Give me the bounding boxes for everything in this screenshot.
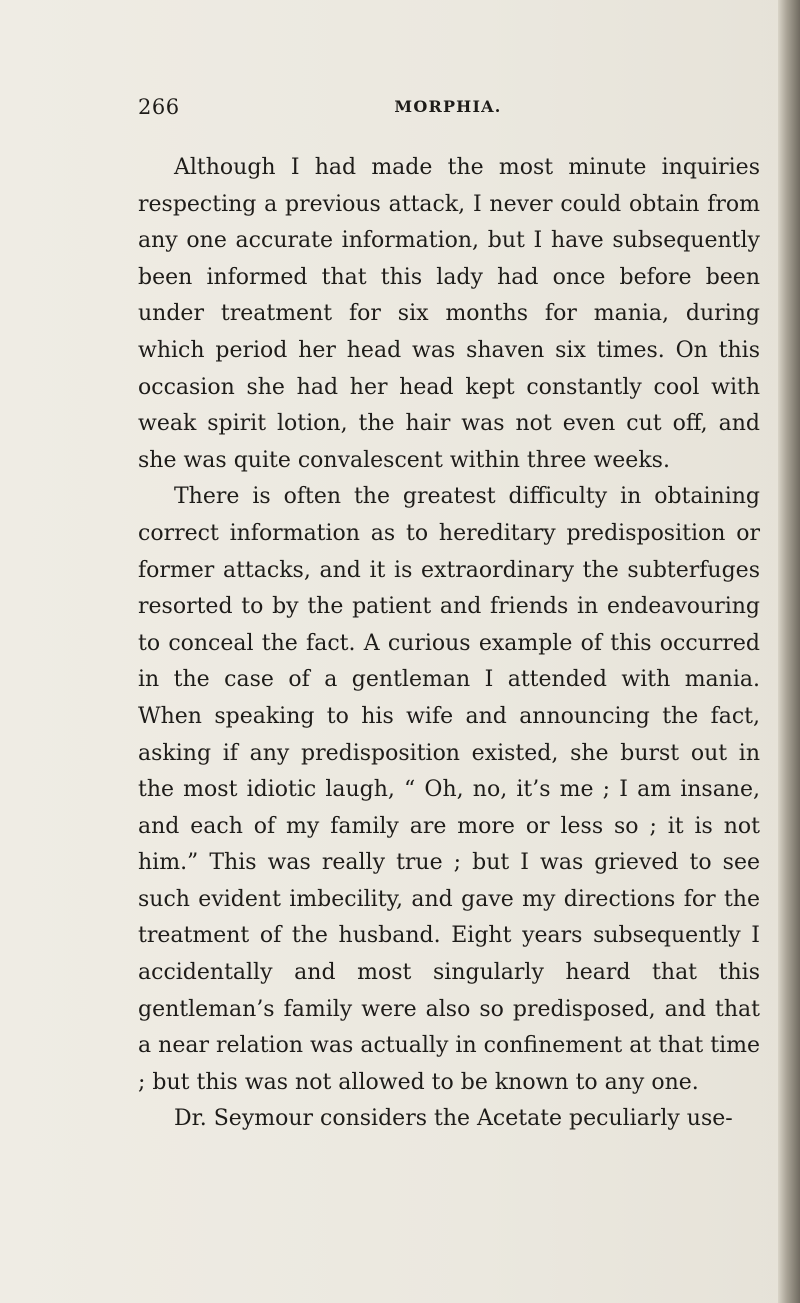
page-header <box>138 95 758 125</box>
page-number: 266 <box>138 95 180 119</box>
paragraph-3: Dr. Seymour considers the Acetate peculiarly use- <box>174 1106 733 1132</box>
paragraph-2: There is often the greatest difficulty in obtaining correct information as to hereditary predisposition or former attacks, and it is extraordinary the subterfuges resorted to by the patient and friends in endeavouring to conceal the fact. A curious example of this occurred in the case of a gentleman I attended with mania. When speaking to his wife and announcing the fact, asking if any predisposition existed, she burst out in the most idiotic laugh, “ Oh, no, it’s me ; I am insane, and each of my family are more or less so ; it is not him.” This was really true ; but I was grieved to see such evident imbecility, and gave my directions for the treatment of the husband. Eight years subsequently I accidentally and most singularly heard that this gentleman’s family were also so predisposed, and that a near relation was actually in confinement at that time ; but this was not allowed to be known to any one. <box>138 484 760 1095</box>
body-text <box>138 150 760 1138</box>
page-edge-shadow <box>778 0 800 1303</box>
running-title: MORPHIA. <box>394 97 502 116</box>
paragraph-1: Although I had made the most minute inquiries respecting a previous attack, I never could obtain from any one accurate information, but I have subsequently been informed that this lady had once before been under treatment for six months for mania, during which period her head was shaven six times. On this occasion she had her head kept constantly cool with weak spirit lotion, the hair was not even cut off, and she was quite convalescent within three weeks. <box>138 155 760 473</box>
